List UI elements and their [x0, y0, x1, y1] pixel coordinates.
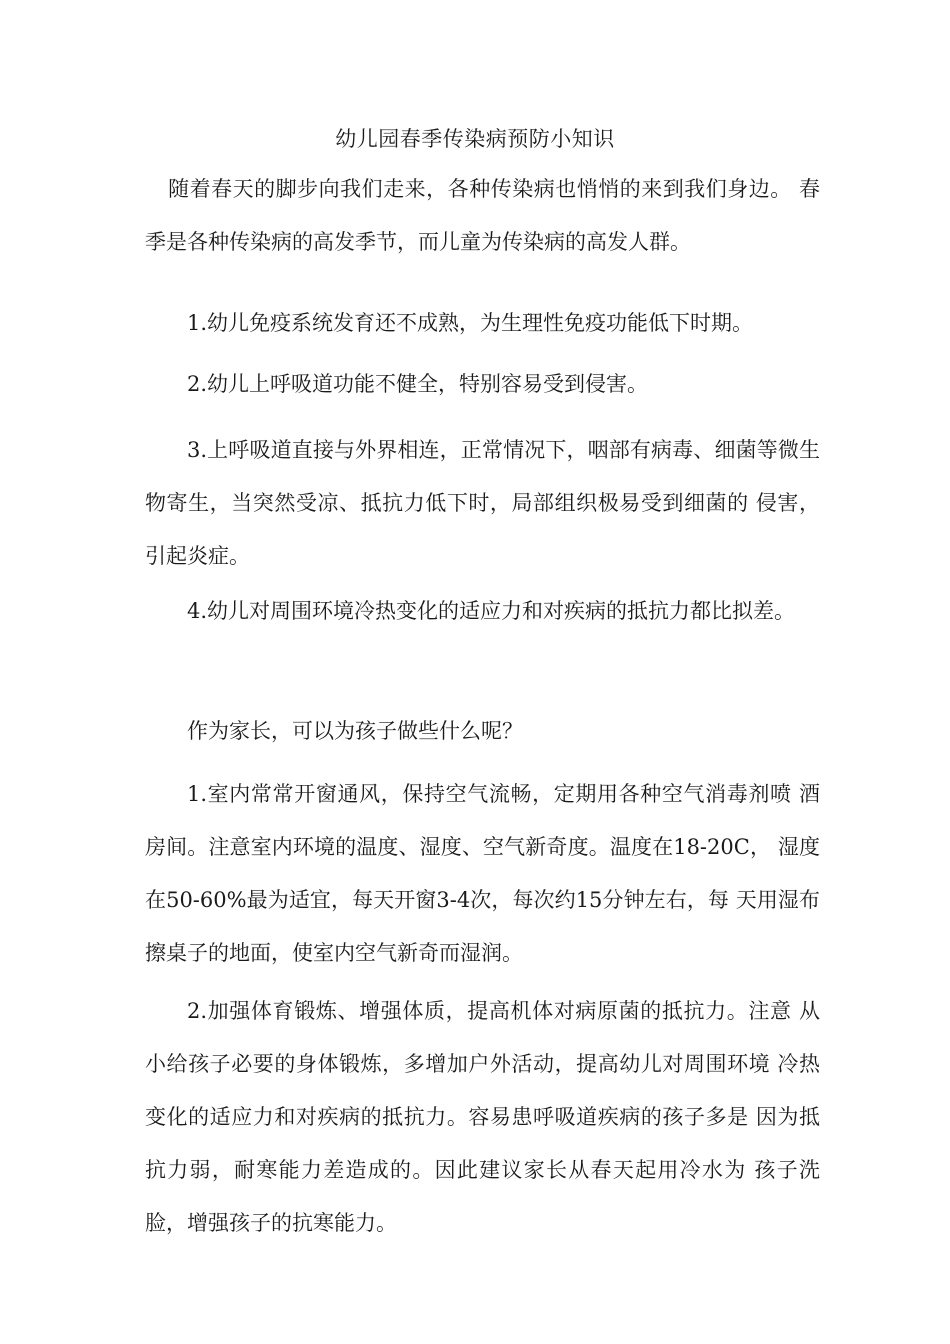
reason-item-3: 3.上呼吸道直接与外界相连，正常情况下，咽部有病毒、细菌等微生物寄生，当突然受凉、抵抗力低下时，局部组织极易受到细菌的 侵害，引起炎症。	[145, 438, 820, 568]
parent-advice-heading: 作为家长，可以为孩子做些什么呢？	[187, 719, 523, 743]
reason-item-1: 1.幼儿免疫系统发育还不成熟，为生理性免疫功能低下时期。	[187, 311, 754, 335]
intro-paragraph: 随着春天的脚步向我们走来，各种传染病也悄悄的来到我们身边。 春季是各种传染病的高发季节，而儿童为传染病的高发人群。	[145, 177, 820, 254]
advice-item-2: 2.加强体育锻炼、增强体质，提高机体对病原菌的抵抗力。注意 从小给孩子必要的身体锻炼，多增加户外活动，提高幼儿对周围环境 冷热变化的适应力和对疾病的抵抗力。容易患呼吸道疾病的孩子多是 因为抵抗力弱，耐寒能力差造成的。因此建议家长从春天起用冷水为 孩子洗脸，增强孩子的抗寒能力。	[145, 999, 820, 1235]
document-title: 幼儿园春季传染病预防小知识	[335, 127, 615, 151]
reason-item-4: 4.幼儿对周围环境冷热变化的适应力和对疾病的抵抗力都比拟差。	[187, 599, 796, 623]
advice-item-1: 1.室内常常开窗通风，保持空气流畅，定期用各种空气消毒剂喷 酒房间。注意室内环境的温度、湿度、空气新奇度。温度在18-20C， 湿度在50-60%最为适宜，每天开窗3-4次，每次约15分钟左右，每 天用湿布擦桌子的地面，使室内空气新奇而湿润。	[145, 782, 820, 965]
reason-item-2: 2.幼儿上呼吸道功能不健全，特别容易受到侵害。	[187, 372, 649, 396]
